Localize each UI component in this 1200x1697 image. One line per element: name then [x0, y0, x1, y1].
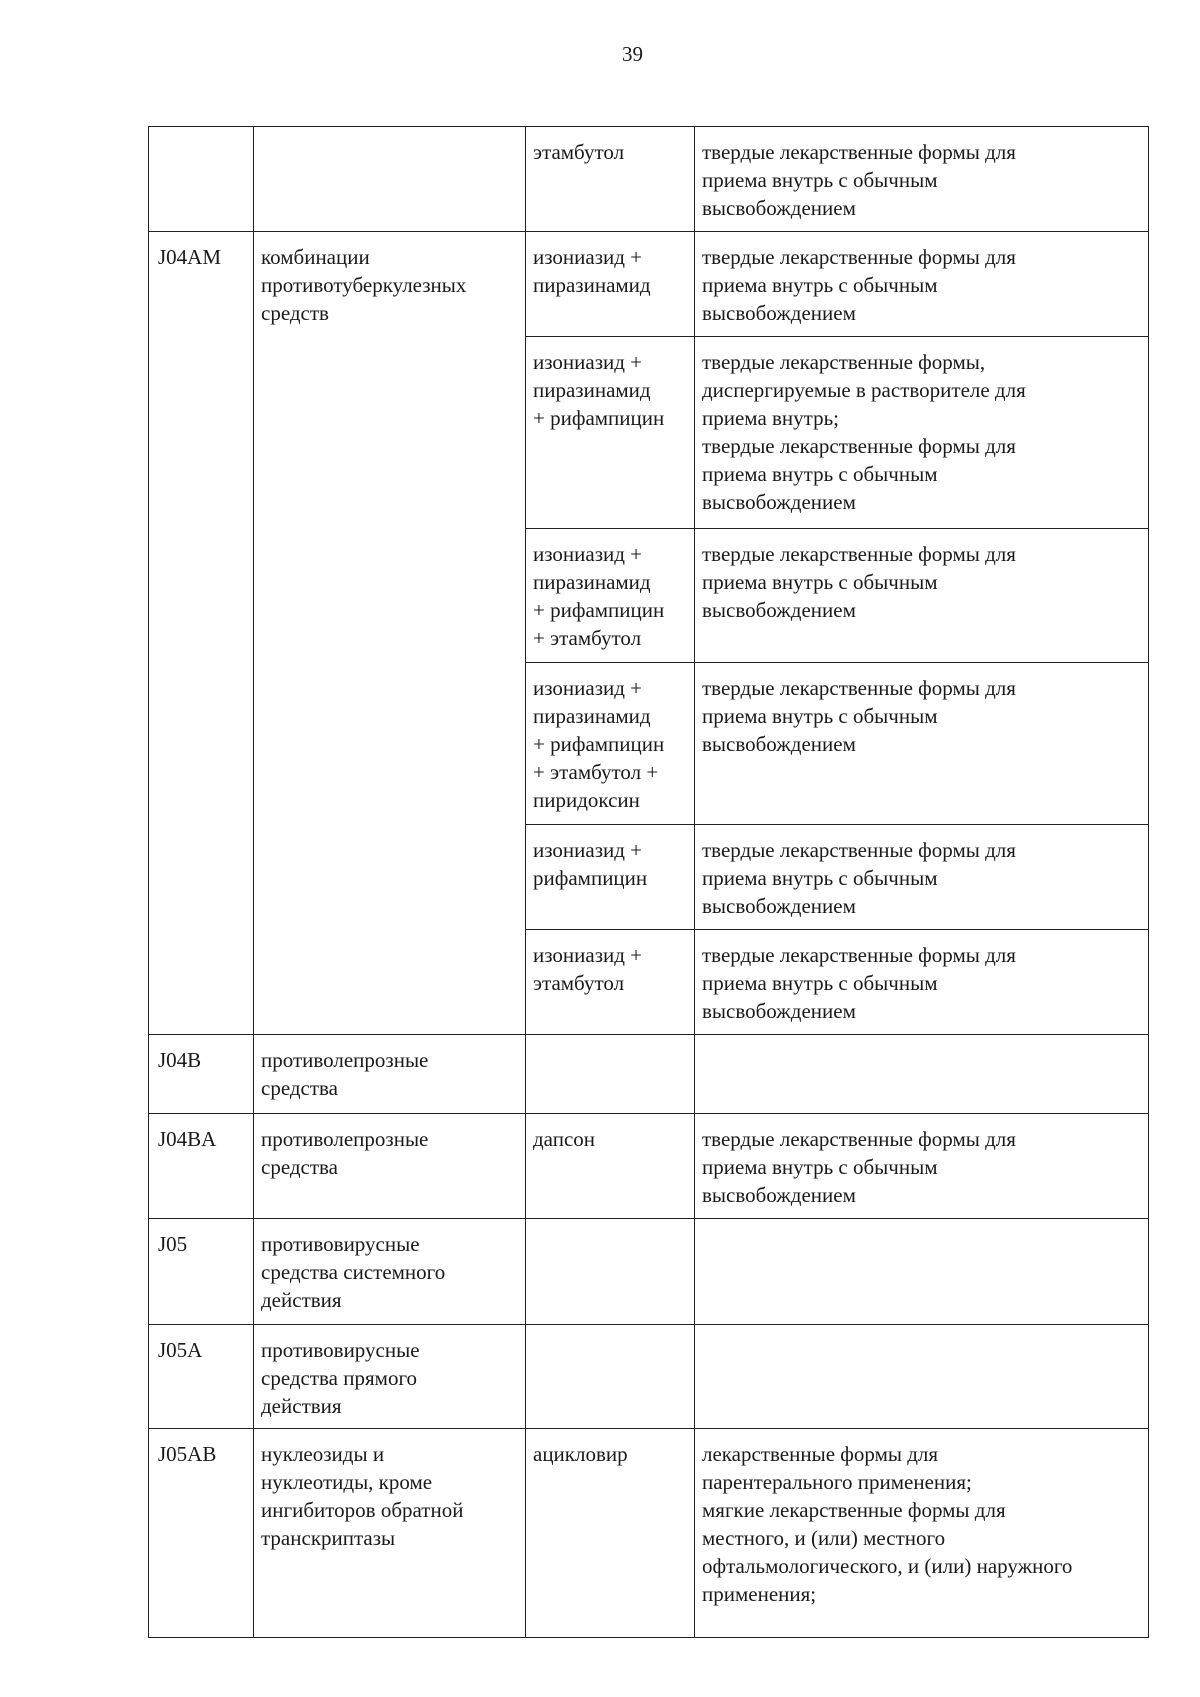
- drug-name-cell: ацикловир: [526, 1429, 695, 1638]
- atc-code-cell: [149, 127, 254, 232]
- table-row: [149, 231, 1149, 336]
- drug-name-cell: [526, 1324, 695, 1429]
- page-number: 39: [622, 42, 643, 66]
- dosage-forms-cell: твердые лекарственные формы для приема внутрь с обычным высвобождением: [695, 825, 1149, 930]
- group-name-cell: противолепрозные средства: [254, 1034, 526, 1113]
- table-row: [149, 1034, 1149, 1113]
- dosage-forms-cell: твердые лекарственные формы для приема внутрь с обычным высвобождением: [695, 127, 1149, 232]
- dosage-forms-cell: лекарственные формы для парентерального применения; мягкие лекарственные формы для местного, и (или) местного офтальмологического, и (или) наружного применения;: [695, 1429, 1149, 1638]
- table-row: [149, 1324, 1149, 1429]
- dosage-forms-cell: твердые лекарственные формы для приема внутрь с обычным высвобождением: [695, 1113, 1149, 1218]
- drug-table: [148, 126, 1149, 1638]
- dosage-forms-cell: твердые лекарственные формы для приема внутрь с обычным высвобождением: [695, 930, 1149, 1035]
- atc-code-cell: J05A: [149, 1324, 254, 1429]
- atc-code-cell: J05AB: [149, 1429, 254, 1638]
- atc-code-cell: J04B: [149, 1034, 254, 1113]
- drug-name-cell: [526, 1218, 695, 1324]
- group-name-cell: противовирусные средства системного действия: [254, 1218, 526, 1324]
- dosage-forms-cell: твердые лекарственные формы для приема внутрь с обычным высвобождением: [695, 662, 1149, 825]
- drug-name-cell: [526, 1034, 695, 1113]
- group-name-cell: комбинации противотуберкулезных средств: [254, 231, 526, 1034]
- dosage-forms-cell: [695, 1324, 1149, 1429]
- group-name-cell: нуклеозиды и нуклеотиды, кроме ингибиторов обратной транскриптазы: [254, 1429, 526, 1638]
- table-row: [149, 1218, 1149, 1324]
- atc-code-cell: J04BA: [149, 1113, 254, 1218]
- dosage-forms-cell: твердые лекарственные формы, диспергируемые в растворителе для приема внутрь; твердые лекарственные формы для приема внутрь с обычным высвобождением: [695, 336, 1149, 528]
- drug-name-cell: изониазид + пиразинамид + рифампицин + этамбутол + пиридоксин: [526, 662, 695, 825]
- drug-name-cell: изониазид + пиразинамид + рифампицин + этамбутол: [526, 529, 695, 663]
- table-row: [149, 1429, 1149, 1638]
- dosage-forms-cell: [695, 1218, 1149, 1324]
- drug-name-cell: дапсон: [526, 1113, 695, 1218]
- drug-name-cell: изониазид + этамбутол: [526, 930, 695, 1035]
- drug-name-cell: этамбутол: [526, 127, 695, 232]
- group-name-cell: [254, 127, 526, 232]
- group-name-cell: противолепрозные средства: [254, 1113, 526, 1218]
- dosage-forms-cell: твердые лекарственные формы для приема внутрь с обычным высвобождением: [695, 529, 1149, 663]
- table-row: [149, 1113, 1149, 1218]
- group-name-cell: противовирусные средства прямого действия: [254, 1324, 526, 1429]
- dosage-forms-cell: [695, 1034, 1149, 1113]
- dosage-forms-cell: твердые лекарственные формы для приема внутрь с обычным высвобождением: [695, 231, 1149, 336]
- drug-name-cell: изониазид + пиразинамид: [526, 231, 695, 336]
- drug-name-cell: изониазид + пиразинамид + рифампицин: [526, 336, 695, 528]
- atc-code-cell: J04AM: [149, 231, 254, 1034]
- drug-name-cell: изониазид + рифампицин: [526, 825, 695, 930]
- atc-code-cell: J05: [149, 1218, 254, 1324]
- table-row: [149, 127, 1149, 232]
